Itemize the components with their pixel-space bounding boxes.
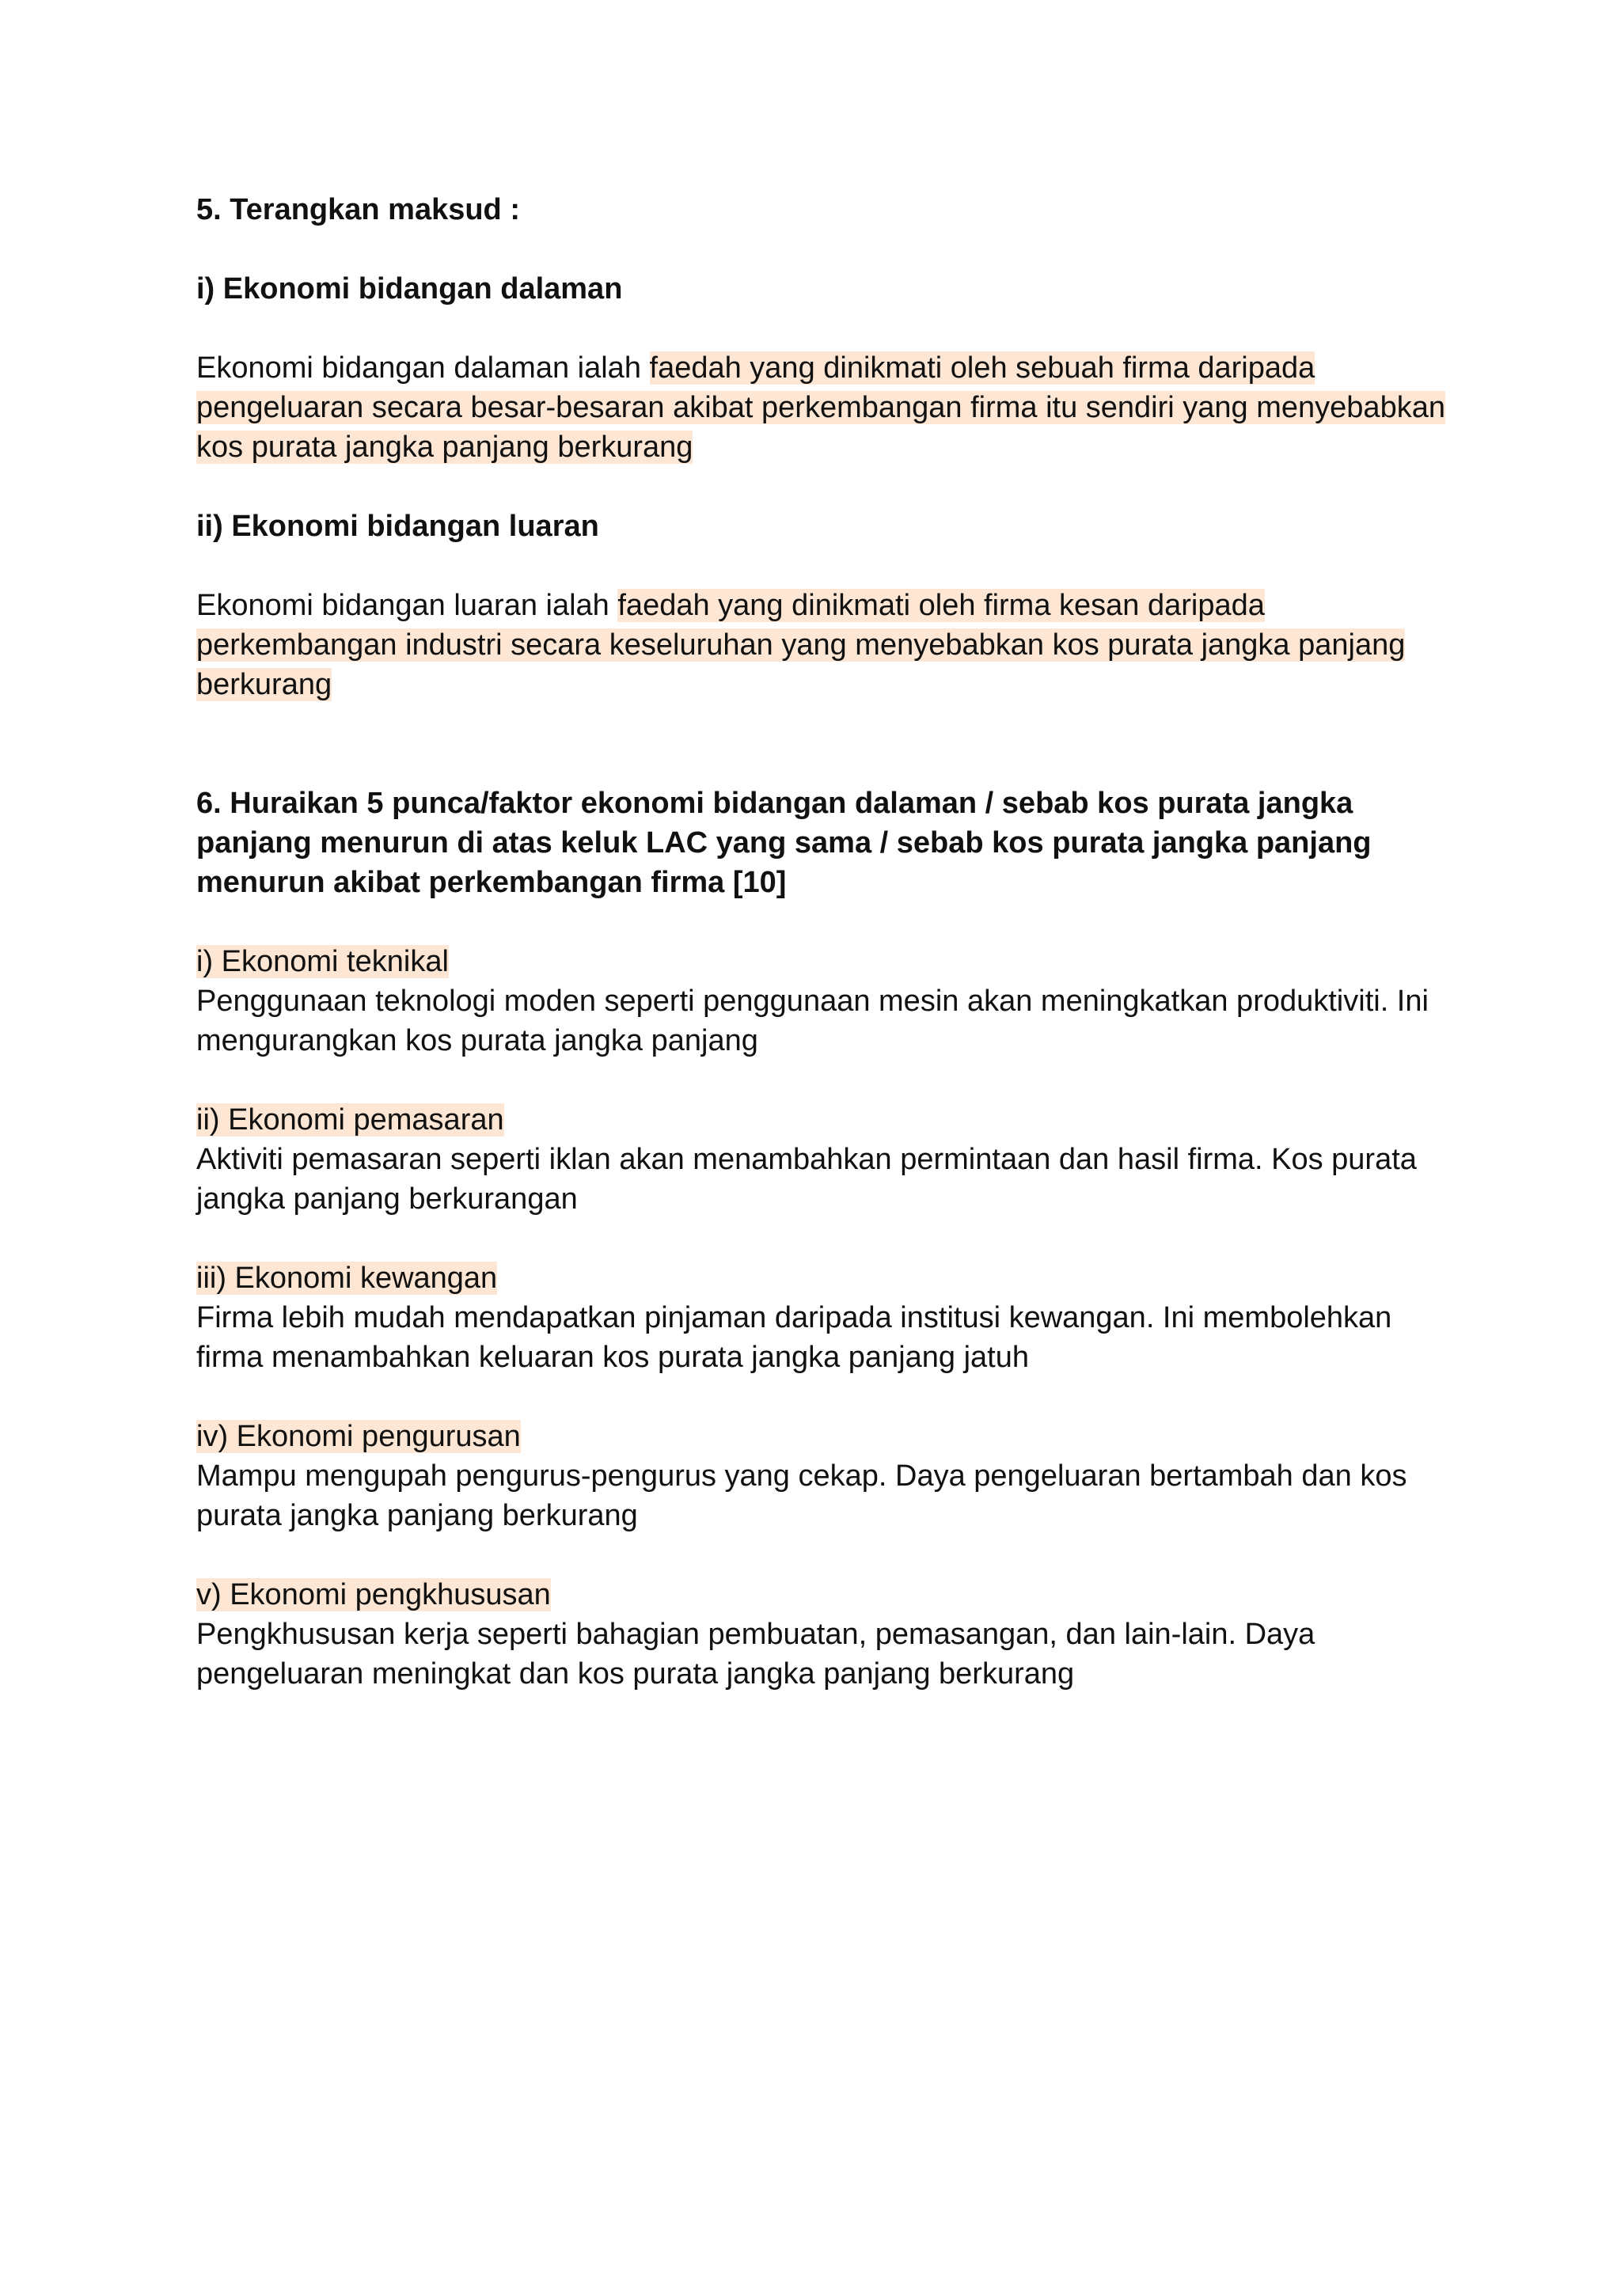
section5-heading: 5. Terangkan maksud : bbox=[196, 193, 520, 226]
item-body: Penggunaan teknologi moden seperti penggunaan mesin akan meningkatkan produktiviti. Ini mengurangkan kos purata jangka panjang bbox=[196, 985, 1429, 1057]
document-page bbox=[196, 190, 1447, 1694]
section6-item bbox=[196, 1258, 1447, 1377]
item-title: v) Ekonomi pengkhususan bbox=[196, 1578, 551, 1611]
section5-part-ii-definition bbox=[196, 586, 1447, 704]
section6-item bbox=[196, 1100, 1447, 1219]
item-title: iii) Ekonomi kewangan bbox=[196, 1262, 498, 1295]
definition-lead: Ekonomi bidangan dalaman ialah bbox=[196, 351, 650, 385]
item-body: Aktiviti pemasaran seperti iklan akan menambahkan permintaan dan hasil firma. Kos purata jangka panjang berkurangan bbox=[196, 1143, 1417, 1216]
item-body: Firma lebih mudah mendapatkan pinjaman daripada institusi kewangan. Ini membolehkan firma menambahkan keluaran kos purata jangka panjang jatuh bbox=[196, 1301, 1392, 1374]
item-title: iv) Ekonomi pengurusan bbox=[196, 1420, 521, 1453]
definition-highlight: faedah yang dinikmati oleh sebuah firma daripada pengeluaran secara besar-besaran akibat perkembangan firma itu sendiri yang menyebabkan kos purata jangka panjang berkurang bbox=[196, 351, 1445, 464]
definition-lead: Ekonomi bidangan luaran ialah bbox=[196, 589, 618, 622]
section6-heading: 6. Huraikan 5 punca/faktor ekonomi bidangan dalaman / sebab kos purata jangka panjang menurun di atas keluk LAC yang sama / sebab kos purata jangka panjang menurun akibat perkembangan firma [10] bbox=[196, 787, 1372, 899]
item-title: i) Ekonomi teknikal bbox=[196, 945, 449, 978]
item-body: Mampu mengupah pengurus-pengurus yang cekap. Daya pengeluaran bertambah dan kos purata jangka panjang berkurang bbox=[196, 1459, 1407, 1532]
section5-part-i-title: i) Ekonomi bidangan dalaman bbox=[196, 272, 623, 306]
item-title: ii) Ekonomi pemasaran bbox=[196, 1103, 504, 1137]
section6-item bbox=[196, 942, 1447, 1061]
section5-part-ii-title: ii) Ekonomi bidangan luaran bbox=[196, 510, 599, 543]
section6-item bbox=[196, 1575, 1447, 1694]
section5-part-i-definition bbox=[196, 348, 1447, 467]
item-body: Pengkhususan kerja seperti bahagian pembuatan, pemasangan, dan lain-lain. Daya pengeluaran meningkat dan kos purata jangka panjang berkurang bbox=[196, 1618, 1315, 1691]
section6-item bbox=[196, 1417, 1447, 1535]
definition-highlight: faedah yang dinikmati oleh firma kesan daripada perkembangan industri secara keseluruhan yang menyebabkan kos purata jangka panjang berkurang bbox=[196, 589, 1406, 701]
